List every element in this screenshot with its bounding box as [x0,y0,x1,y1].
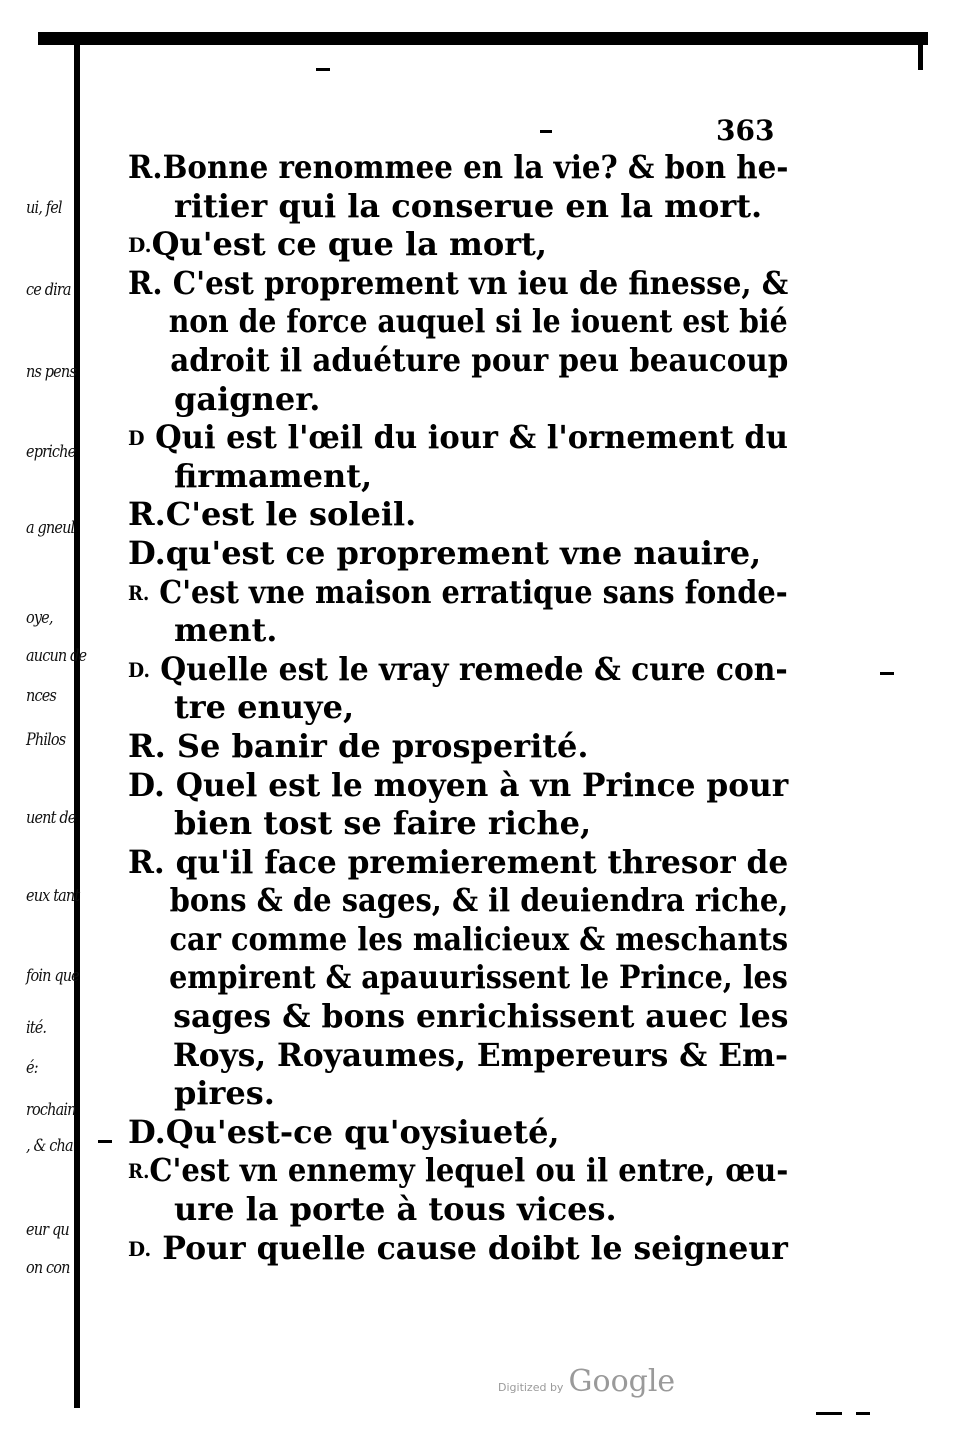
line-text: ritier qui la conserue en la mort. [174,186,763,225]
text-line [128,958,788,997]
top-border-rule [38,32,928,45]
line-text: Roys, Royaumes, Empereurs & Em- [172,1035,788,1074]
digitization-credit [498,1364,675,1399]
speaker-tag: R. [128,495,166,534]
line-text: Qu'est ce que la mort, [151,225,547,264]
margin-fragment: nces [26,686,56,706]
line-text: firmament, [174,456,373,495]
line-text: Bonne renommee en la vie? & bon he- [162,148,789,186]
margin-fragment: , & cha [26,1136,73,1156]
gutter-edge [74,40,80,1408]
right-border-mark [918,40,923,70]
text-line [128,919,789,959]
line-text: C'est vn ennemy lequel ou il entre, œu- [149,1151,789,1190]
margin-fragment: on con [26,1258,70,1278]
line-text: bons & de sages, & il deuiendra riche, [169,881,789,920]
margin-fragment: eur qu [26,1220,69,1240]
dialogue-text [128,148,788,1267]
line-text: car comme les malicieux & meschants [169,919,789,958]
margin-fragment: foin que [26,966,79,986]
speaker-tag: D. [128,765,165,804]
line-text: bien tost se faire riche, [174,804,592,843]
margin-fragment: é: [26,1058,38,1078]
line-text: qu'est ce proprement vne nauire, [165,533,762,572]
margin-fragment: Philos [26,730,66,750]
speaker-tag: D. [128,1236,152,1261]
text-line [128,457,788,496]
text-line [128,380,788,419]
text-line [128,804,788,843]
line-text: non de force auquel si le iouent est bié [168,302,788,341]
margin-fragment: ns pens [26,362,76,382]
text-line [128,225,788,264]
speaker-tag: R. [128,1159,150,1184]
text-line [128,418,788,457]
speaker-tag: R. [128,726,166,765]
text-line [128,572,788,612]
ink-speck [880,672,894,675]
text-line [128,1113,788,1152]
speaker-tag: D. [128,533,166,572]
line-text: Qui est l'œil du iour & l'ornement du [155,418,788,457]
text-line [128,1035,788,1075]
google-wordmark: Google [568,1364,676,1399]
line-text: sages & bons enrichissent auec les [173,997,789,1036]
text-line [128,302,788,341]
text-line [128,727,788,766]
speaker-tag: R. [128,263,163,302]
credit-label: Digitized by [498,1381,564,1394]
text-line [128,842,789,882]
text-line [128,688,788,727]
margin-fragment: aucun de [26,646,87,666]
line-text: C'est vne maison erratique sans fonde- [159,572,788,611]
ink-speck [316,68,330,71]
ink-speck [98,1140,112,1143]
margin-fragment: epriche [26,442,76,462]
line-text: ure la porte à tous vices. [174,1190,617,1229]
line-text: empirent & apauurissent le Prince, les [169,958,788,997]
text-line [128,1151,789,1190]
speaker-tag: R. [128,842,165,881]
line-text: Pour quelle cause doibt le seigneur [162,1228,788,1267]
speaker-tag: R. [128,148,163,186]
text-line [128,148,789,187]
text-line [128,263,789,303]
text-line [128,611,788,650]
speaker-tag: D. [128,233,152,258]
text-line [128,997,789,1036]
margin-fragment: ce dira [26,280,71,300]
margin-fragment: ui, fel [26,198,62,218]
ink-speck [856,1412,870,1415]
line-text: gaigner. [174,379,321,418]
margin-fragment: rochain [26,1100,76,1120]
text-line [128,881,789,920]
line-text: Se banir de prosperité. [176,726,589,765]
margin-fragment: ité. [26,1018,47,1038]
ink-speck [816,1412,842,1415]
speaker-tag: D. [128,657,150,682]
text-line [128,187,788,226]
line-text: Quel est le moyen à vn Prince pour [175,765,789,804]
line-text: adroit il aduéture pour peu beaucoup [170,340,789,379]
line-text: qu'il face premierement thresor de [175,842,789,881]
speaker-tag: R. [128,580,150,605]
margin-fragment: oye, [26,608,53,628]
speaker-tag: D. [128,1112,166,1151]
line-text: ment. [174,611,278,650]
margin-fragment: uent de [26,808,76,828]
text-line [128,495,788,534]
line-text: tre enuye, [174,688,355,727]
text-line [128,340,789,380]
margin-fragment: eux tant [26,886,80,906]
speaker-tag: D [128,426,145,451]
line-text: C'est proprement vn ieu de finesse, & [172,263,789,302]
line-text: Quelle est le vray remede & cure con- [160,649,788,688]
line-text: pires. [174,1074,275,1113]
line-text: Qu'est-ce qu'oysiueté, [165,1112,560,1151]
page-number: 363 [716,114,775,147]
text-line [128,649,788,689]
text-line [128,1074,788,1113]
ink-speck [540,130,552,133]
text-line [128,765,789,805]
text-line [128,1228,788,1268]
text-line [128,534,788,573]
text-line [128,1190,788,1229]
line-text: C'est le soleil. [165,495,417,534]
margin-fragment: a gneul [26,518,75,538]
